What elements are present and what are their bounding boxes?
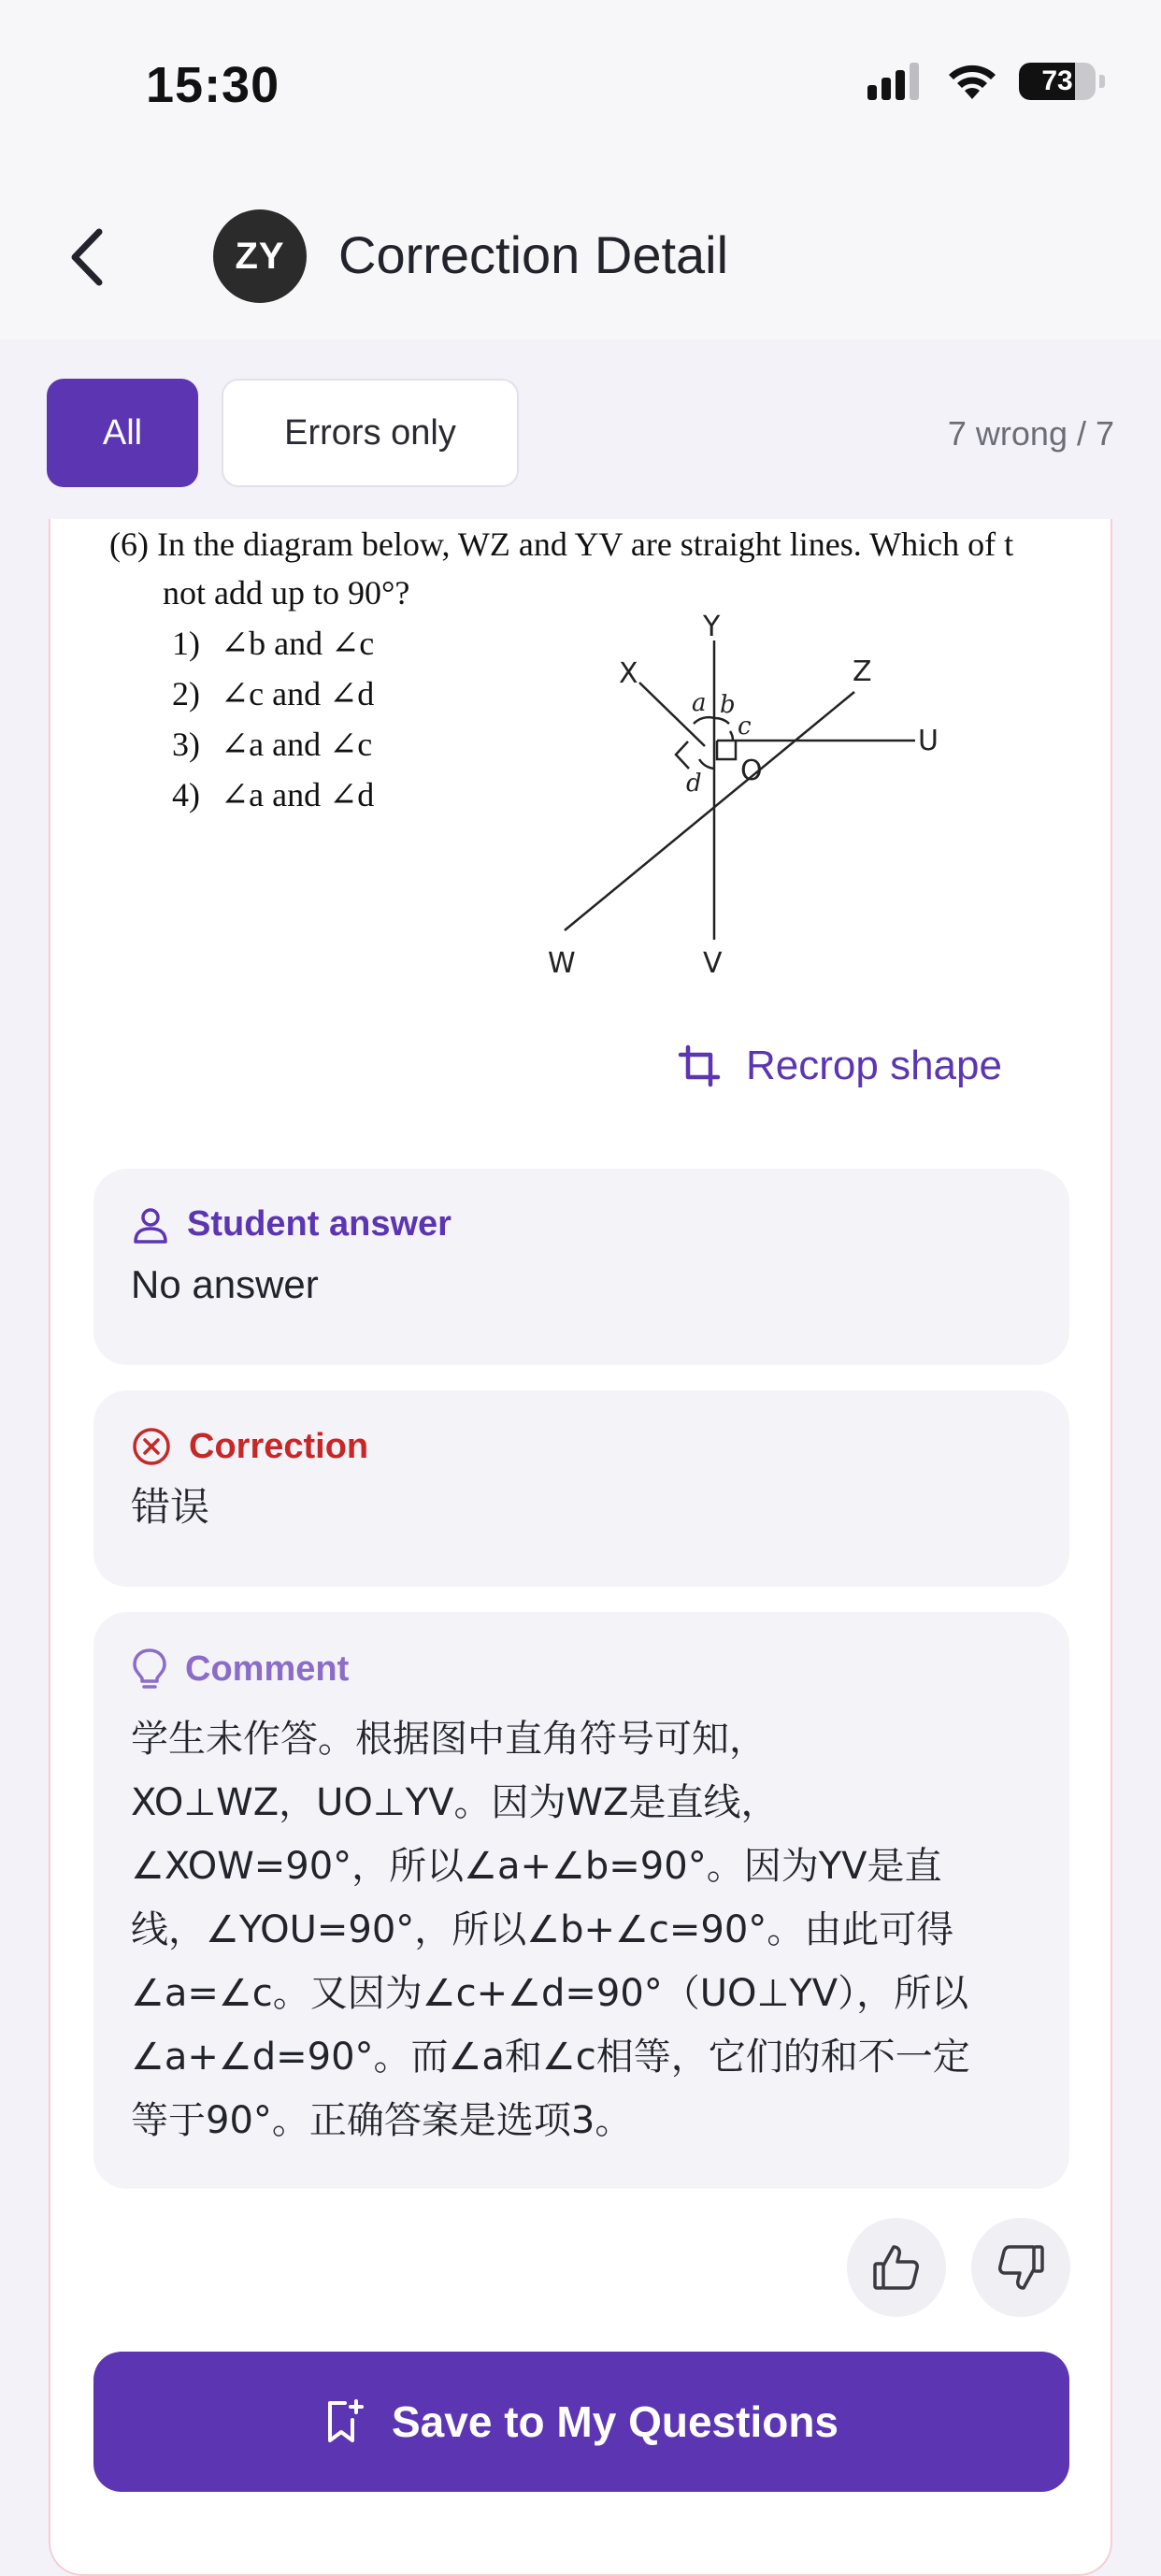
option-num: 3) — [172, 726, 200, 763]
label-z: Z — [853, 655, 872, 688]
chevron-left-icon — [65, 226, 107, 288]
question-number: (6) — [109, 525, 149, 563]
comment-line: ∠a+∠d=90°。而∠a和∠c相等，它们的和不一定 — [131, 2036, 970, 2079]
battery-percent: 73 — [1041, 65, 1073, 96]
label-c: c — [738, 712, 752, 741]
comment-panel — [93, 1612, 1069, 2189]
question-text-1: In the diagram below, WZ and YV are straight lines. Which of t — [156, 525, 1014, 563]
option-num: 2) — [172, 675, 200, 712]
comment-line: ∠XOW=90°，所以∠a+∠b=90°。因为YV是直 — [131, 1845, 942, 1888]
logo-text: ZY — [235, 235, 285, 277]
label-b: b — [720, 691, 736, 719]
label-x: X — [619, 657, 638, 690]
bookmark-add-icon — [324, 2397, 366, 2446]
option-1 — [172, 624, 374, 663]
question-line-1 — [109, 525, 1013, 564]
crop-icon — [677, 1043, 722, 1088]
question-line-2: not add up to 90°? — [163, 574, 410, 612]
cellular-signal-icon — [867, 63, 925, 100]
option-text: ∠a and ∠c — [221, 726, 373, 763]
student-answer-value: No answer — [131, 1262, 319, 1306]
question-card — [49, 519, 1112, 2576]
comment-line: 等于90°。正确答案是选项3。 — [131, 2099, 633, 2142]
thumbs-down-button[interactable] — [971, 2218, 1070, 2317]
option-text: ∠c and ∠d — [221, 675, 375, 712]
status-time: 15:30 — [146, 57, 280, 113]
student-answer-header — [131, 1204, 1032, 1245]
option-text: ∠b and ∠c — [221, 625, 375, 662]
label-d: d — [686, 770, 702, 798]
recrop-shape-button[interactable] — [677, 1043, 1002, 1089]
user-icon — [131, 1205, 170, 1245]
label-a: a — [692, 689, 707, 717]
comment-line: ∠a=∠c。又因为∠c+∠d=90°（UO⊥YV），所以 — [131, 1972, 969, 2015]
battery-icon — [1019, 63, 1096, 100]
comment-line: XO⊥WZ，UO⊥YV。因为WZ是直线， — [131, 1781, 779, 1824]
thumbs-up-icon — [870, 2241, 923, 2294]
option-num: 4) — [172, 776, 200, 813]
x-circle-icon — [131, 1426, 172, 1467]
comment-heading: Comment — [185, 1648, 350, 1689]
tab-all[interactable]: All — [47, 379, 198, 487]
student-answer-heading: Student answer — [187, 1204, 452, 1244]
thumbs-up-button[interactable] — [847, 2218, 946, 2317]
comment-text — [131, 1707, 1032, 2152]
comment-header — [131, 1648, 1032, 1691]
correction-heading: Correction — [189, 1426, 369, 1466]
recrop-label: Recrop shape — [746, 1043, 1002, 1088]
correction-header — [131, 1426, 1032, 1467]
geometry-diagram — [537, 608, 1023, 972]
thumbs-down-icon — [995, 2241, 1047, 2294]
lightbulb-icon — [131, 1648, 168, 1691]
app-logo — [213, 209, 307, 303]
correction-panel — [93, 1390, 1069, 1587]
correction-value: 错误 — [131, 1484, 210, 1530]
student-answer-panel — [93, 1169, 1069, 1365]
battery-nub — [1099, 75, 1105, 88]
label-o: O — [740, 755, 763, 787]
option-4 — [172, 775, 374, 814]
wifi-icon — [946, 62, 998, 101]
option-num: 1) — [172, 625, 200, 662]
comment-line: 线，∠YOU=90°，所以∠b+∠c=90°。由此可得 — [131, 1908, 954, 1951]
option-text: ∠a and ∠d — [221, 776, 375, 813]
save-to-my-questions-button[interactable] — [93, 2352, 1069, 2492]
top-bar — [0, 0, 1161, 339]
label-u: U — [918, 725, 939, 757]
tab-errors-only[interactable]: Errors only — [222, 379, 519, 487]
save-button-label: Save to My Questions — [391, 2397, 838, 2446]
option-3 — [172, 725, 372, 764]
back-button[interactable] — [58, 224, 114, 290]
label-v: V — [703, 947, 723, 972]
label-y: Y — [703, 611, 721, 643]
label-w: W — [548, 947, 576, 972]
comment-line: 学生未作答。根据图中直角符号可知， — [131, 1718, 767, 1761]
option-2 — [172, 674, 374, 713]
page-title: Correction Detail — [338, 225, 729, 284]
wrong-count: 7 wrong / 7 — [947, 414, 1114, 453]
status-icons — [867, 62, 1105, 101]
